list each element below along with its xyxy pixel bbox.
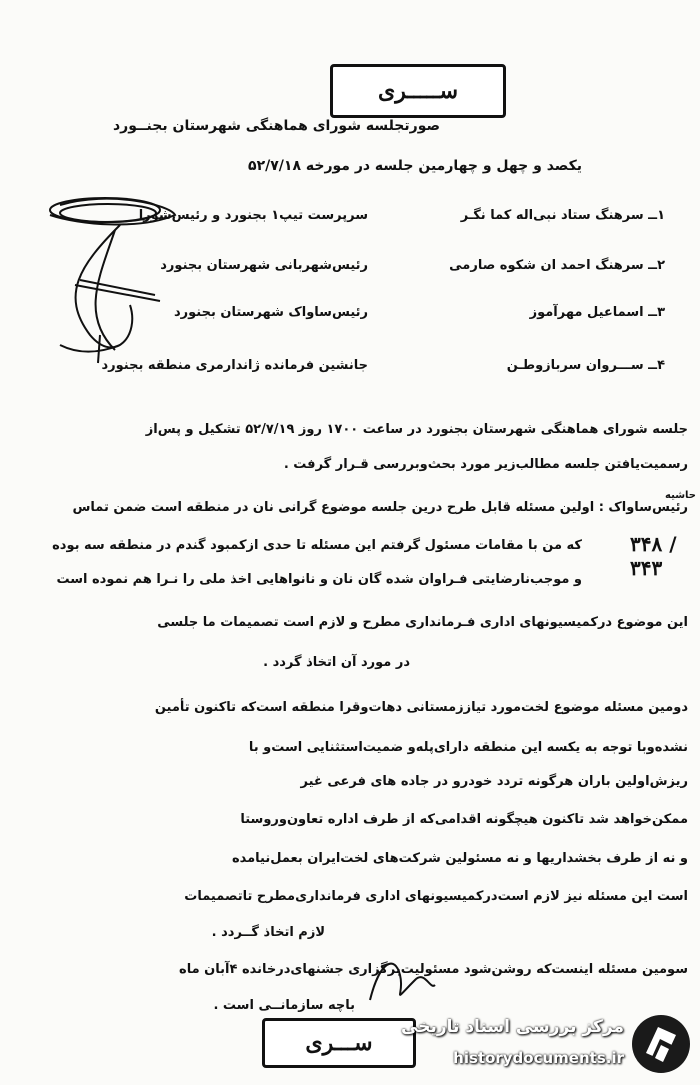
body-line: ممکن‌خواهد شد تاکنون هیچگونه اقدامی‌که از طرف اداره تعاون‌وروستا: [240, 812, 688, 827]
member-4-name: ۴ــ ســـروان سربازوطـن: [506, 358, 665, 373]
archive-watermark: [401, 1011, 692, 1079]
body-line: باچه سازمانــی است .: [213, 998, 355, 1013]
archive-logo-icon: [630, 1013, 692, 1075]
body-line: و موجب‌نارضایتی فـراوان شده گان نان و نانواهایی اخذ ملی را نـرا هم نموده است: [56, 572, 582, 587]
body-line: که من با مقامات مسئول گرفتم این مسئله تا حدی ازکمبود گندم در منطقه سه بوده: [52, 538, 582, 553]
margin-page-numbers: ۳۴۸ / ۳۴۳: [630, 532, 677, 580]
member-3-role: رئیس‌ساواک شهرستان بجنورد: [174, 305, 368, 320]
watermark-text-fa: مرکز بررسی اسناد تاریخی: [401, 1017, 624, 1037]
margin-note: حاشیه: [665, 490, 696, 501]
body-line: و نه از طرف بخشداریها و نه مسئولین شرکت‌های لخت‌ایران بعمل‌نیامده: [231, 851, 688, 866]
classification-stamp-top: ســـــری: [330, 64, 506, 118]
body-line: در مورد آن اتخاذ گردد .: [263, 655, 410, 670]
member-1-name: ۱ــ سرهنگ ستاد نبی‌اله کما نگـر: [460, 208, 665, 223]
body-line: این موضوع درکمیسیونهای اداری فـرمانداری مطرح و لازم است تصمیمات ما جلسی: [157, 615, 688, 630]
session-date: یکصد و چهل و چهارمین جلسه در مورخه ۵۲/۷/۱۸: [248, 158, 582, 174]
document-title: صورتجلسه شورای هماهنگی شهرستان بجنــورد: [112, 118, 440, 134]
watermark-text-en: historydocuments.ir: [453, 1049, 624, 1067]
member-1-role: سرپرست تیپ۱ بجنورد و رئیس‌شورا: [138, 208, 368, 223]
member-2-name: ۲ــ سرهنگ احمد ان شکوه صارمی: [449, 258, 665, 273]
body-line: است این مسئله نیز لازم است‌درکمیسیونهای اداری فرمانداری‌مطرح تاتصمیمات: [184, 889, 688, 904]
body-line: جلسه شورای هماهنگی شهرستان بجنورد در ساعت ۱۷۰۰ روز ۵۲/۷/۱۹ تشکیل و پس‌از: [145, 422, 688, 437]
classification-stamp-bottom: ســـری: [262, 1018, 416, 1068]
body-line: رسمیت‌یافتن جلسه مطالب‌زیر مورد بحث‌وبررسی قـرار گرفت .: [283, 457, 688, 472]
body-line: دومین مسئله موضوع لخت‌مورد تیاززمستانی دهات‌وقرا منطقه است‌که تاکنون تأمین: [154, 700, 688, 715]
body-line: ریزش‌اولین باران هرگونه تردد خودرو در جاده های فرعی غیر: [300, 774, 688, 789]
member-2-role: رئیس‌شهربانی شهرستان بجنورد: [160, 258, 368, 273]
body-line: لازم اتخاذ گــردد .: [211, 925, 325, 940]
body-line: رئیس‌ساواک : اولین مسئله قابل طرح درین جلسه موضوع گرانی نان در منطقه است ضمن تماس: [72, 500, 688, 515]
member-4-role: جانشین فرمانده ژاندارمری منطقه بجنورد: [101, 358, 368, 373]
handwritten-signature: [360, 950, 440, 1010]
body-line: سومین مسئله اینست‌که روشن‌شود مسئولیت‌برگزاری جشنهای‌درخانده ۴آبان ماه: [179, 962, 688, 977]
member-3-name: ۳ــ اسماعیل مهرآموز: [529, 305, 665, 320]
body-line: نشده‌وبا توجه به یکسه این منطقه دارای‌پله‌و ضمیت‌استثنایی است‌و با: [248, 740, 688, 755]
